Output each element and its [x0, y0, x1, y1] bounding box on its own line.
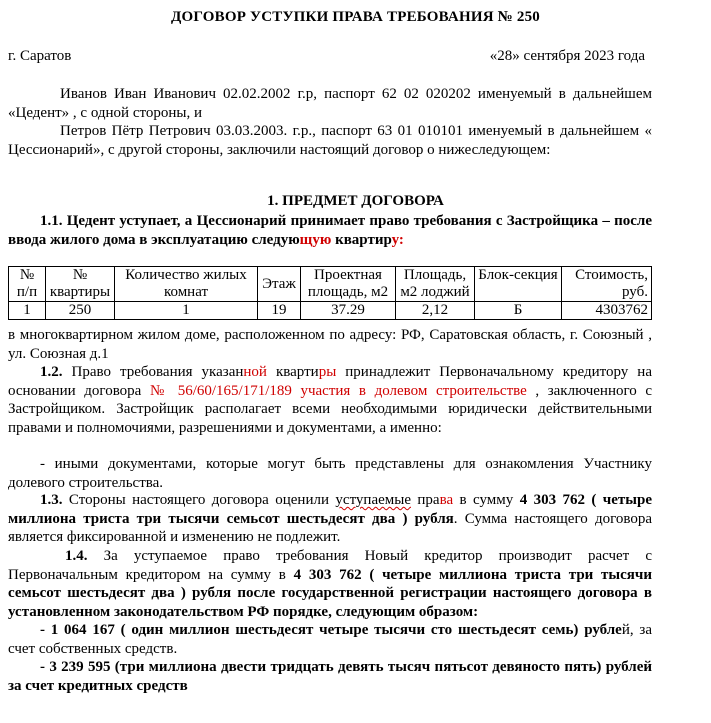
clause-1-2-text-c: принадлежит Первоначальному кредитору на основании договора — [8, 364, 652, 399]
clause-1-3-text-d: . Сумма настоящего договора является фиксированной и изменению не подлежит. — [8, 510, 652, 545]
clause-1-1-text: 1.1. Цедент уступает, а Цессионарий принимает право требования с Застройщика – после ввода жилого дома в эксплуатацию следую — [8, 213, 652, 248]
clause-1-3-amount: 4 303 762 ( четыре миллиона триста три тысячи семьсот шестьдесят два ) рубля — [8, 492, 652, 527]
payment-2-text: - 3 239 595 (три миллиона двести тридцать девять тысяч пятьсот девяносто пять) рублей за счет кредитных средств — [8, 659, 652, 694]
table-row — [9, 302, 652, 320]
clause-1-1-red-ending-2: у: — [391, 231, 404, 248]
clause-1-2-red-1: ной — [243, 364, 267, 380]
clause-1-2-contract-ref: № 56/60/165/171/189 участия в долевом строительстве — [149, 382, 527, 399]
table-header-cell: Количество жилых комнат — [115, 267, 258, 302]
other-documents-text: - иными документами, которые могут быть представлены для ознакомления Участнику долевого строительства. — [8, 456, 652, 491]
clause-1-3-text-b: пра — [411, 492, 440, 508]
party-2-text: Петров Пётр Петрович 03.03.2003. г.р., паспорт 63 01 010101 именуемый в дальнейшем « Цессионарий», с другой стороны, заключили настоящий договор о нижеследующем: — [8, 123, 652, 158]
clause-1-1-red-ending-1: щую — [299, 231, 332, 248]
clause-1-3 — [8, 491, 652, 547]
payment-1-amount: - 1 064 167 ( один миллион шестьдесят четыре тысячи сто шестьдесят семь) рубле — [40, 622, 622, 638]
table-cell: 250 — [46, 302, 115, 320]
contract-city: г. Саратов — [8, 48, 72, 64]
table-cell: 19 — [258, 302, 301, 320]
payment-1-source: й, за счет собственных средств. — [8, 622, 652, 657]
table-cell: Б — [475, 302, 562, 320]
clause-1-2-red-2: ры — [318, 364, 337, 380]
contract-date: «28» сентября 2023 года — [489, 48, 645, 64]
clause-1-3-text-a: Стороны настоящего договора оценили — [62, 492, 336, 508]
table-header-row — [9, 267, 652, 302]
table-header-cell: Проектная площадь, м2 — [301, 267, 396, 302]
table-cell: 4303762 — [562, 302, 652, 320]
table-header-cell: № квартиры — [46, 267, 115, 302]
payment-2-paragraph — [8, 658, 652, 695]
table-header-cell: Площадь, м2 лоджий — [396, 267, 475, 302]
other-documents-paragraph — [8, 455, 652, 492]
table-cell: 37.29 — [301, 302, 396, 320]
clause-1-2-text-d: , заключенного с Застройщиком. Застройщик располагает всеми необходимыми юридически действительными правами и полномочиями, разрешениями и документами, а именно: — [8, 382, 653, 436]
party-1-text: Иванов Иван Иванович 02.02.2002 г.р, паспорт 62 02 020202 именуемый в дальнейшем «Цедент» , с одной стороны, и — [8, 86, 652, 121]
table-cell: 2,12 — [396, 302, 475, 320]
section-1-heading: 1. ПРЕДМЕТ ДОГОВОРА — [267, 193, 444, 209]
table-cell: 1 — [9, 302, 46, 320]
clause-1-1-word: квартир — [331, 231, 392, 248]
table-header-cell: Блок-секция — [475, 267, 562, 302]
party-1-paragraph — [8, 85, 652, 122]
clause-1-3-text-c: в сумму — [453, 492, 520, 508]
clause-1-2 — [8, 363, 652, 437]
apartment-table — [8, 266, 652, 320]
location-paragraph: в многоквартирном жилом доме, расположенном по адресу: РФ, Саратовская область, г. Союзный , ул. Союзная д.1 — [8, 327, 652, 362]
clause-1-2-text-b: кварти — [266, 364, 319, 380]
clause-1-2-number: 1.2. — [40, 364, 63, 380]
clause-1-4-text: За уступаемое право требования Новый кредитор производит расчет с Первоначальным кредитором на сумму в — [8, 548, 652, 583]
clause-1-4-amount: 4 303 762 ( четыре миллиона триста три тысячи семьсот шестьдесят два ) рубля после государственной регистрации настоящего договора в установленном законодательством РФ порядке, следующим образом: — [8, 566, 653, 620]
table-cell: 1 — [115, 302, 258, 320]
clause-1-3-red-word: уступаемые — [335, 492, 411, 508]
table-header-cell: Этаж — [258, 267, 301, 302]
clause-1-4 — [8, 547, 652, 621]
clause-1-2-text-a: Право требования указан — [62, 364, 244, 380]
party-2-paragraph — [8, 122, 652, 159]
payment-1-paragraph — [8, 621, 652, 658]
clause-1-4-number: 1.4. — [65, 548, 88, 564]
table-header-cell: № п/п — [9, 267, 46, 302]
clause-1-1 — [8, 212, 652, 249]
table-header-cell: Стоимость, руб. — [562, 267, 652, 302]
document-title: ДОГОВОР УСТУПКИ ПРАВА ТРЕБОВАНИЯ № 250 — [171, 9, 540, 25]
clause-1-3-red-ending: ва — [439, 492, 454, 508]
clause-1-3-number: 1.3. — [40, 492, 63, 508]
